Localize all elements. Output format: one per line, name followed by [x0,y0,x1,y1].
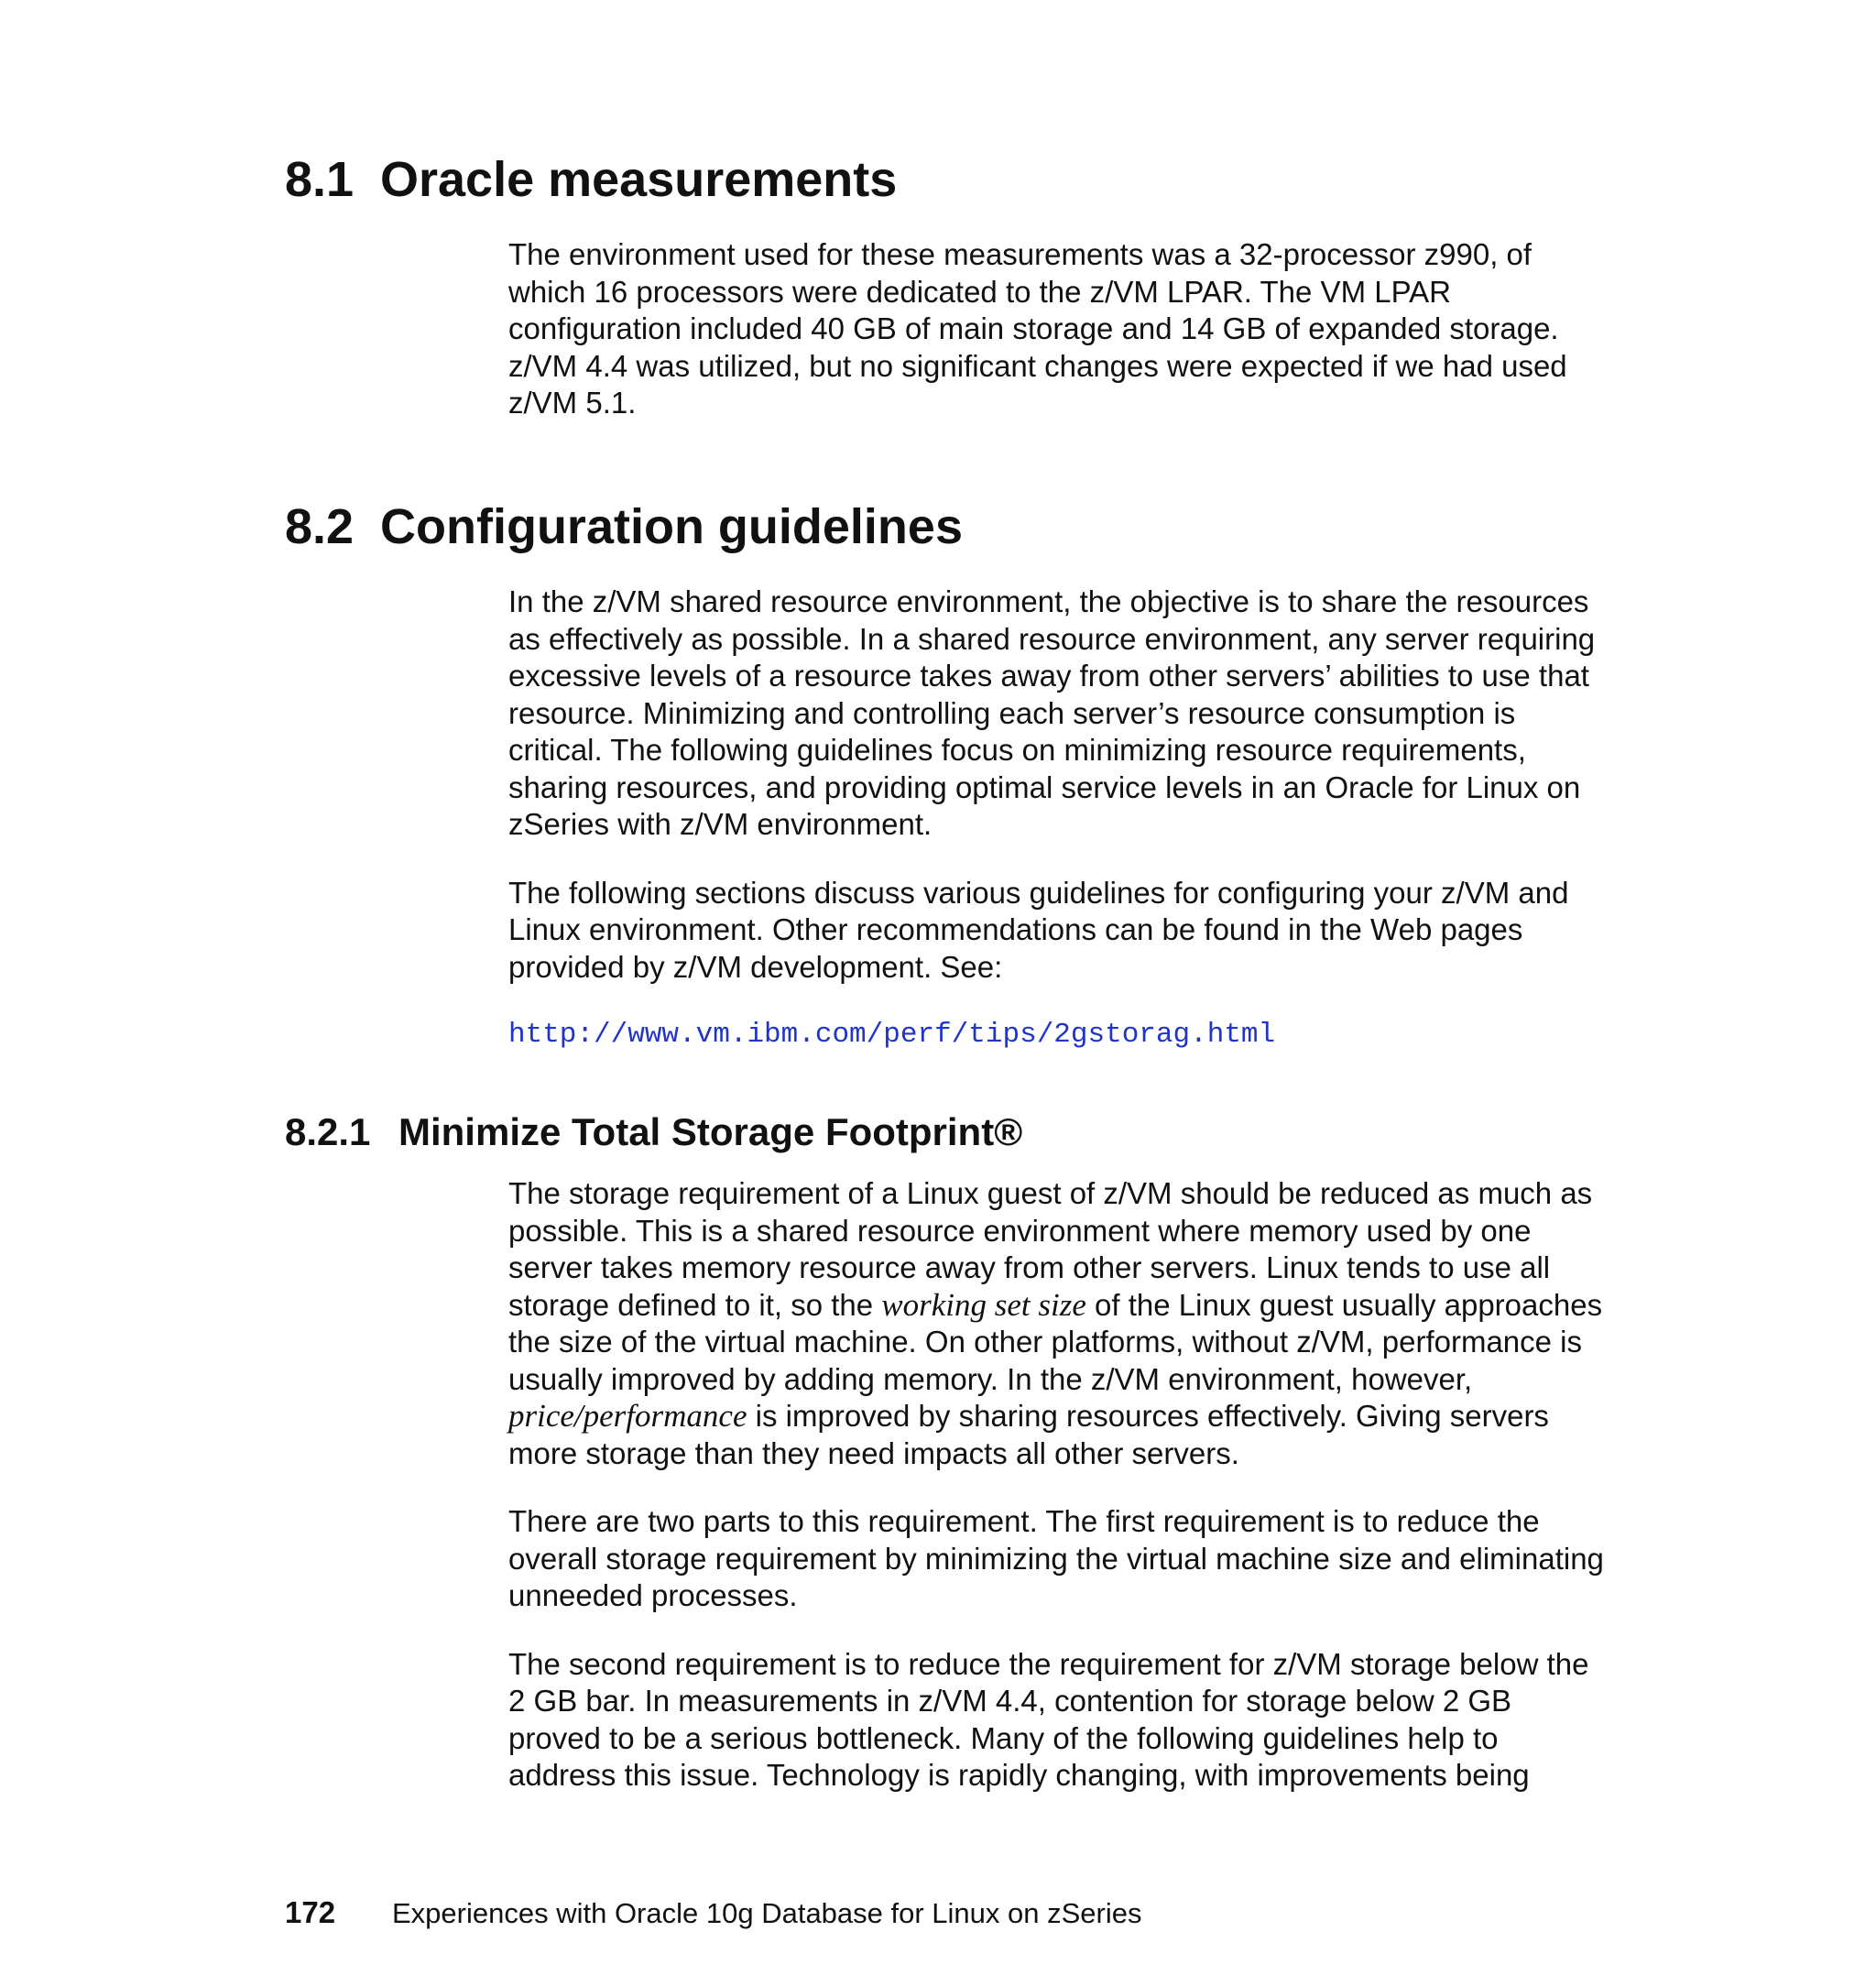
paragraph: In the z/VM shared resource environment, the objective is to share the resources as effectively as possible. In a shared resource environment, any server requiring excessive levels of a resource takes away from other servers’ abilities to use that resource. Minimizing and controlling each server’s resource consumption is critical. The following guidelines focus on minimizing resource requirements, sharing resources, and providing optimal service levels in an Oracle for Linux on zSeries with z/VM environment. [508,584,1596,841]
section-8-2-1-body [508,1175,1612,1826]
section-8-1-heading [285,152,897,207]
section-8-2-body [508,584,1612,1085]
page-footer [285,1894,1142,1932]
section-8-2-1-heading [285,1109,1022,1155]
section-number: 8.2.1 [285,1110,371,1153]
paragraph: The environment used for these measurements was a 32-processor z990, of which 16 processors were dedicated to the z/VM LPAR. The VM LPAR configuration included 40 GB of main storage and 14 GB of expanded storage. z/VM 4.4 was utilized, but no significant changes were expected if we had used z/VM 5.1. [508,237,1567,420]
paragraph: The following sections discuss various guidelines for configuring your z/VM and Linux environment. Other recommendations can be found in the Web pages provided by z/VM development. See: [508,875,1569,984]
text-run: of the Linux guest usually approaches the size of the virtual machine. On other platforms, without z/VM, performance is usually improved by adding memory. In the z/VM environment, however, [508,1287,1603,1396]
section-title: Minimize Total Storage Footprint® [398,1110,1023,1153]
paragraph: There are two parts to this requirement. The first requirement is to reduce the overall storage requirement by minimizing the virtual machine size and eliminating unneeded processes. [508,1504,1604,1612]
emphasis-term: price/performance [508,1398,747,1434]
text-run: The storage requirement of a Linux guest of z/VM should be reduced as much as possible. This is a shared resource environment where memory used by one server takes memory resource away from other servers. Linux tends to use all storage defined to it, so the [508,1176,1593,1322]
section-title: Configuration guidelines [380,499,963,554]
page-number: 172 [285,1895,336,1929]
section-8-1-body [508,236,1612,453]
paragraph [508,1175,1612,1472]
section-number: 8.1 [285,152,354,207]
section-title: Oracle measurements [380,152,898,207]
section-number: 8.2 [285,499,354,554]
emphasis-term: working set size [881,1286,1086,1323]
section-8-2-heading [285,499,963,554]
reference-link[interactable]: http://www.vm.ibm.com/perf/tips/2gstorag.html [508,1019,1276,1051]
paragraph: The second requirement is to reduce the requirement for z/VM storage below the 2 GB bar. In measurements in z/VM 4.4, contention for storage below 2 GB proved to be a serious bottleneck. Many of the following guidelines help to address this issue. Technology is rapidly changing, with improvements being [508,1646,1589,1792]
book-title: Experiences with Oracle 10g Database for Linux on zSeries [392,1897,1142,1929]
text-run: is improved by sharing resources effectively. Giving servers more storage than they need impacts all other servers. [508,1399,1549,1470]
